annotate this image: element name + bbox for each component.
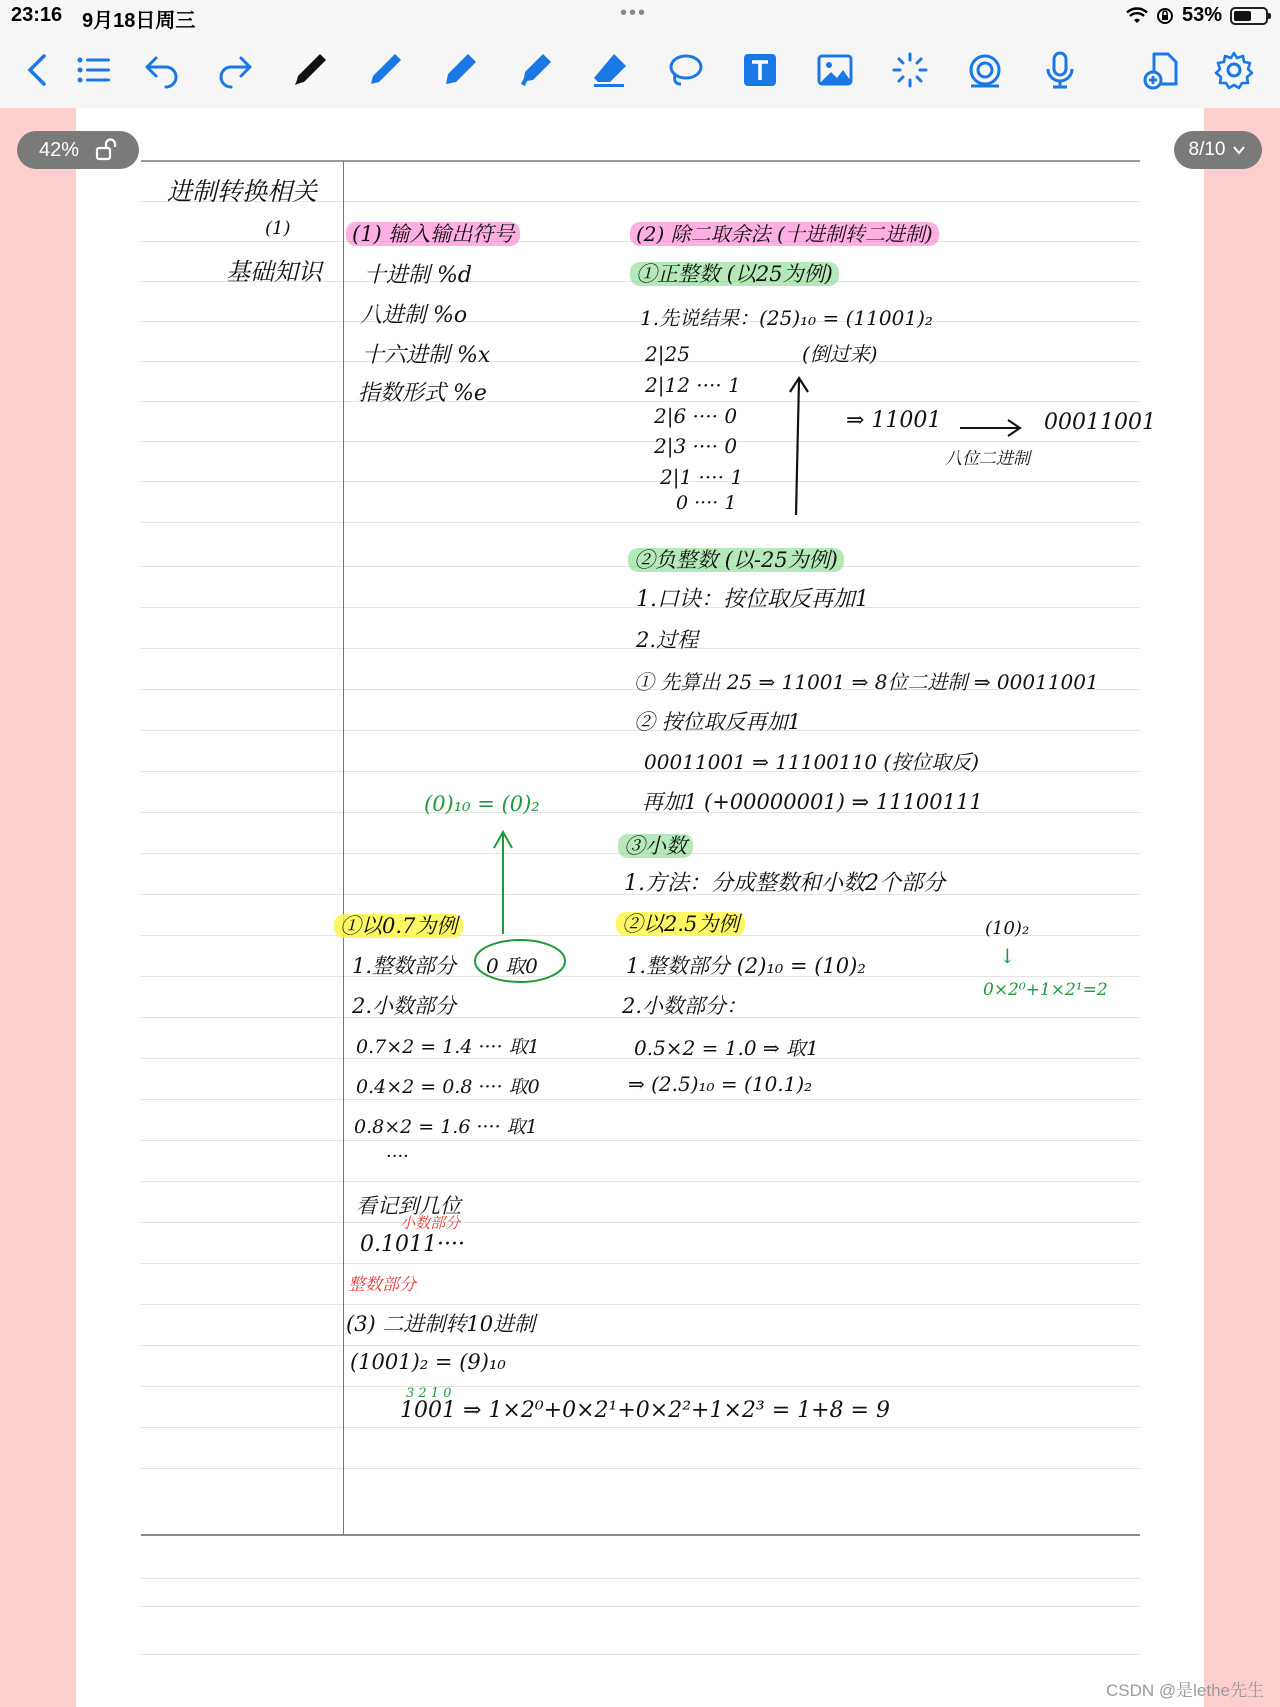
watermark: CSDN @是lethe先生	[1105, 1681, 1264, 1700]
green-up-arrow-icon	[488, 826, 518, 936]
division-line: 0 ···· 1	[676, 492, 737, 514]
format-item: 八进制 %o	[360, 303, 468, 328]
division-line: 2|6 ···· 0	[654, 404, 738, 428]
toolbar	[0, 34, 1280, 109]
marker-icon[interactable]	[438, 48, 482, 92]
note-number: (1)	[265, 218, 291, 239]
ruled-line	[141, 522, 1140, 523]
back-icon[interactable]	[16, 48, 60, 92]
ruled-line	[141, 1386, 1140, 1387]
positive-heading: ①正整数 (以25为例)	[630, 262, 839, 286]
undo-icon[interactable]	[140, 48, 184, 92]
zoom-value: 42%	[39, 138, 80, 161]
decimal-heading: ③小数	[618, 834, 693, 858]
negative-step: ② 按位取反再加1	[634, 710, 802, 734]
magic-icon[interactable]	[888, 48, 932, 92]
note-title: 进制转换相关	[167, 177, 318, 206]
circle-note: 0 取0	[486, 954, 538, 978]
negative-step: ① 先算出 25 ⇒ 11001 ⇒ 8位二进制 ⇒ 00011001	[634, 670, 1099, 694]
ruled-line	[141, 361, 1140, 362]
example-1-step: ····	[386, 1146, 409, 1167]
multitask-dots-icon[interactable]: •••	[620, 2, 648, 24]
cornell-column-line	[343, 161, 344, 1535]
red-decimal-label: 小数部分	[400, 1214, 461, 1232]
division-line: 2|25	[645, 342, 690, 366]
example-2-step: ⇒ (2.5)₁₀ = (10.1)₂	[628, 1072, 813, 1096]
example-2-step: 2.小数部分：	[622, 994, 748, 1018]
list-icon[interactable]	[72, 48, 116, 92]
eraser-icon[interactable]	[588, 48, 632, 92]
negative-step: 再加1 (+00000001) ⇒ 11100111	[642, 790, 983, 814]
example-1-step: 0.8×2 = 1.6 ···· 取1	[354, 1116, 538, 1138]
orientation-lock-icon	[1156, 7, 1174, 25]
ruled-line	[141, 1181, 1140, 1182]
pen-icon[interactable]	[288, 48, 332, 92]
division-line: 2|3 ···· 0	[654, 434, 738, 458]
page-indicator[interactable]	[1174, 131, 1262, 169]
red-integer-label: 整数部分	[348, 1275, 416, 1295]
laser-icon[interactable]	[963, 48, 1007, 92]
status-bar	[0, 0, 1280, 34]
ruled-line	[141, 441, 1140, 442]
format-item: 十六进制 %x	[362, 343, 491, 368]
eight-bit-label: 八位二进制	[945, 449, 1030, 469]
b2d-line-2: 1001 ⇒ 1×2⁰+0×2¹+0×2²+1×2³ = 1+8 = 9	[400, 1398, 890, 1423]
io-heading: (1) 输入输出符号	[346, 222, 520, 246]
highlighter-icon[interactable]	[513, 48, 557, 92]
bit-positions: 3 2 1 0	[406, 1386, 452, 1401]
unlock-icon	[93, 137, 119, 163]
status-right	[1126, 4, 1268, 27]
ruled-line	[141, 1140, 1140, 1141]
ruled-line	[141, 812, 1140, 813]
example-1-heading: ①以0.7为例	[334, 914, 463, 938]
ruled-line	[141, 481, 1140, 482]
format-item: 十进制 %d	[364, 263, 472, 288]
pencil-icon[interactable]	[363, 48, 407, 92]
ruled-line	[141, 1304, 1140, 1305]
up-arrow-icon	[784, 370, 814, 520]
down-arrow-icon: ↓	[999, 944, 1016, 968]
b2d-line-1: (1001)₂ = (9)₁₀	[350, 1350, 506, 1374]
format-item: 指数形式 %e	[358, 381, 487, 406]
battery-icon	[1230, 7, 1268, 25]
status-time: 23:16	[11, 4, 63, 26]
binary-to-decimal-heading: (3) 二进制转10进制	[346, 1312, 536, 1336]
positive-step: 1.先说结果：(25)₁₀ = (11001)₂	[640, 306, 933, 330]
ruled-line	[141, 1263, 1140, 1264]
ruled-line	[141, 1468, 1140, 1469]
keep-note: 看记到几位	[356, 1194, 461, 1218]
division-line: 2|1 ···· 1	[660, 465, 744, 489]
long-arrow-icon	[958, 412, 1024, 438]
ruled-line	[141, 1654, 1140, 1655]
negative-step: 1.口诀：按位取反再加1	[636, 587, 869, 612]
example-2-step: 0.5×2 = 1.0 ⇒ 取1	[634, 1036, 819, 1060]
chevron-down-icon	[1231, 142, 1247, 158]
page-number: 8/10	[1188, 139, 1226, 160]
lasso-icon[interactable]	[663, 48, 707, 92]
negative-step: 00011001 ⇒ 11100110 (按位取反)	[644, 750, 980, 774]
binary-fraction: 0.1011····	[360, 1232, 465, 1257]
ruled-line	[141, 1606, 1140, 1607]
ruled-line	[141, 401, 1140, 402]
battery-percent: 53%	[1181, 4, 1222, 26]
ruled-line	[141, 1345, 1140, 1346]
reverse-note: (倒过来)	[802, 342, 878, 366]
decimal-step: 1.方法：分成整数和小数2个部分	[624, 871, 945, 896]
example-1-step: 0.7×2 = 1.4 ···· 取1	[356, 1036, 540, 1058]
division-heading: (2) 除二取余法 (十进制转二进制)	[630, 222, 939, 246]
ruled-line	[141, 1222, 1140, 1223]
example-1-step: 0.4×2 = 0.8 ···· 取0	[356, 1076, 540, 1098]
image-icon[interactable]	[813, 48, 857, 92]
wifi-icon	[1126, 7, 1148, 25]
arrow-result: ⇒ 11001	[846, 408, 942, 433]
ruled-line	[141, 1578, 1140, 1579]
status-date: 9月18日周三	[82, 10, 196, 32]
settings-icon[interactable]	[1212, 48, 1256, 92]
green-formula: (0)₁₀ = (0)₂	[424, 792, 540, 816]
example-2-step: 1.整数部分 (2)₁₀ = (10)₂	[626, 954, 866, 978]
top-margin-line	[141, 160, 1140, 162]
ruled-line	[141, 1427, 1140, 1428]
side-note: (10)₂	[985, 918, 1030, 939]
division-line: 2|12 ···· 1	[645, 373, 741, 397]
example-1-step: 1.整数部分	[352, 954, 457, 978]
text-icon[interactable]	[738, 48, 782, 92]
redo-icon[interactable]	[213, 48, 257, 92]
add-page-icon[interactable]	[1140, 48, 1184, 92]
cornell-bottom-line	[141, 1534, 1140, 1536]
eight-bit-value: 00011001	[1044, 410, 1156, 435]
note-subtitle: 基础知识	[226, 258, 322, 286]
side-calc: 0×2⁰+1×2¹=2	[983, 980, 1108, 1000]
mic-icon[interactable]	[1038, 48, 1082, 92]
negative-heading: ②负整数 (以-25为例)	[628, 548, 844, 572]
negative-step: 2.过程	[636, 628, 699, 652]
example-1-step: 2.小数部分	[352, 994, 457, 1018]
example-2-heading: ②以2.5为例	[616, 912, 745, 936]
ruled-line	[141, 1099, 1140, 1100]
ruled-line	[141, 771, 1140, 772]
zoom-indicator[interactable]	[17, 131, 139, 169]
